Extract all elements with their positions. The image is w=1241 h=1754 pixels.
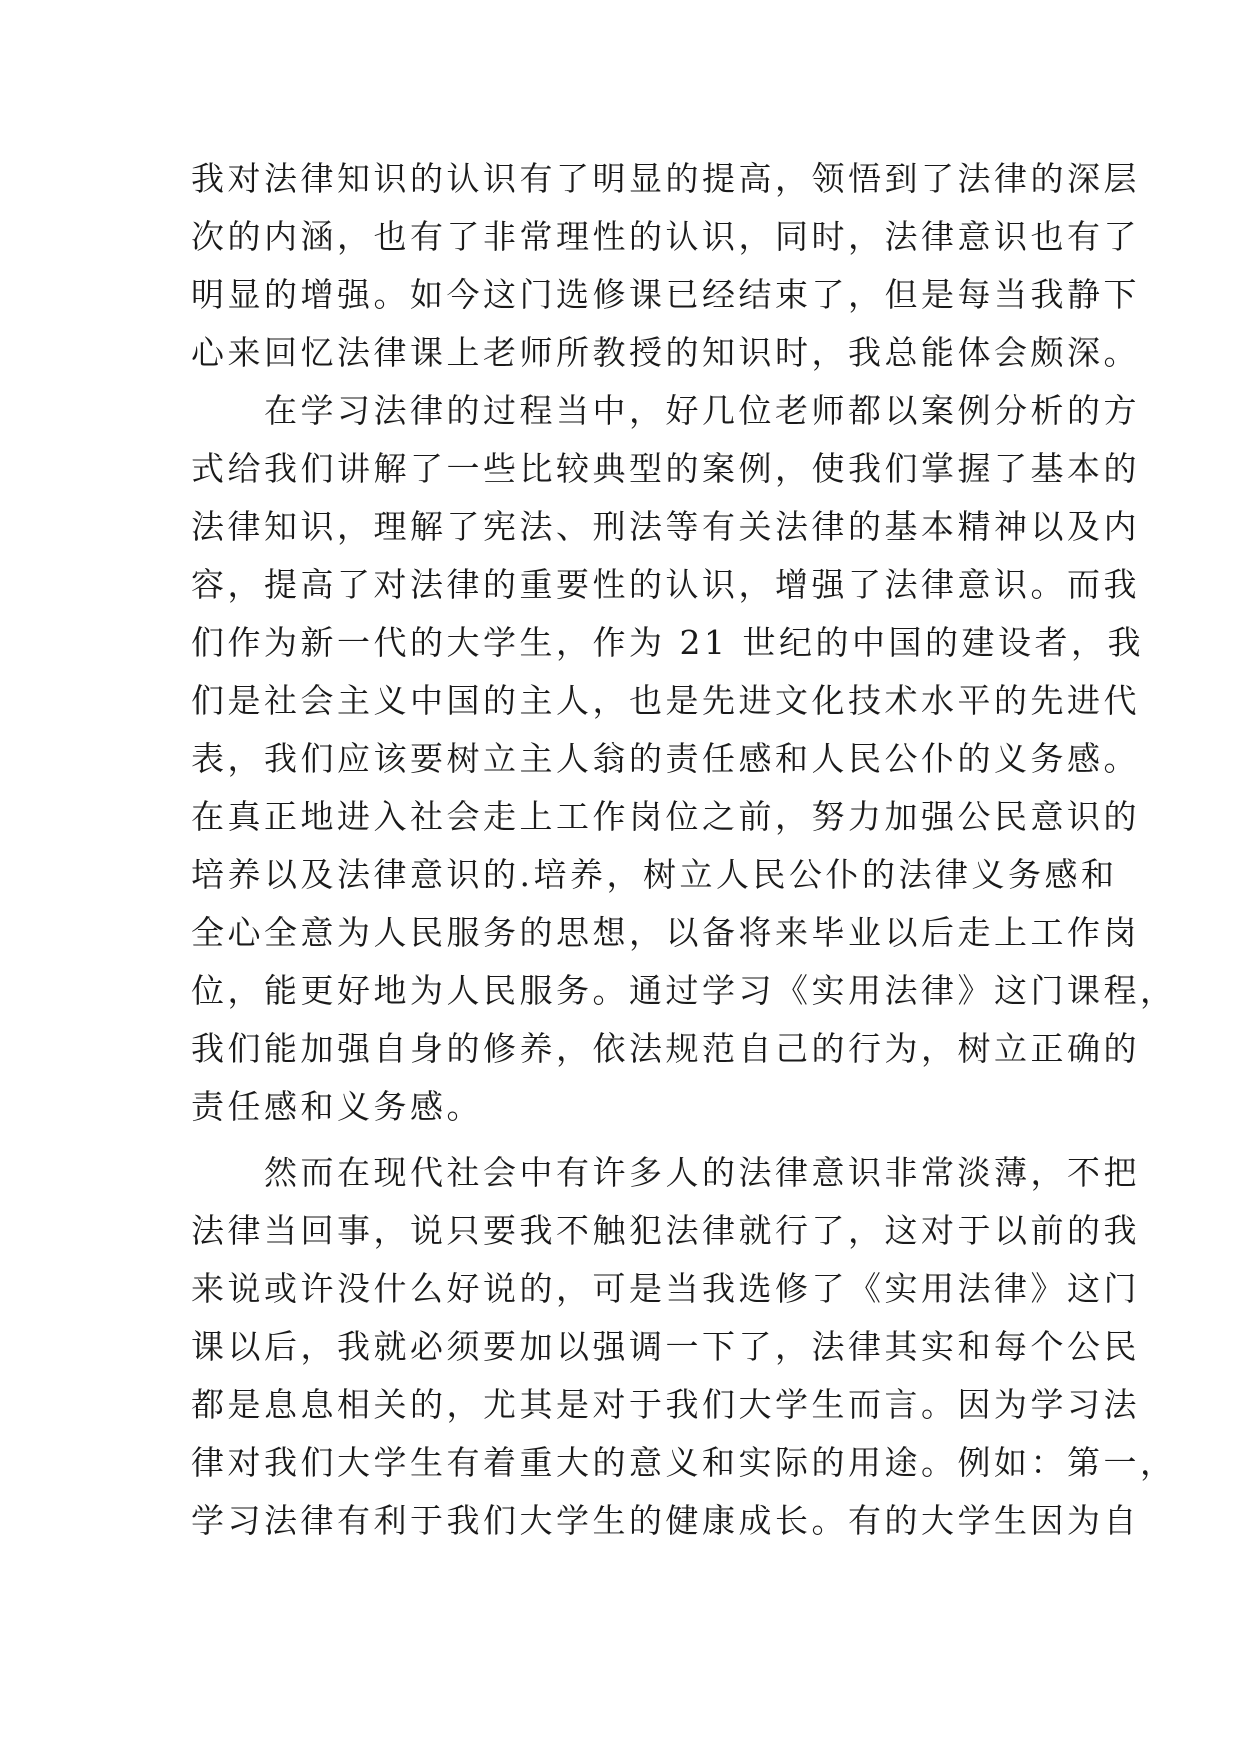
text-line: 我们能加强自身的修养，依法规范自己的行为，树立正确的 — [191, 1029, 1140, 1068]
text-line: 课以后，我就必须要加以强调一下了，法律其实和每个公民 — [191, 1327, 1140, 1366]
paragraph-3 — [191, 1144, 1177, 1550]
body-text — [191, 150, 1177, 1550]
text-line: 在学习法律的过程当中，好几位老师都以案例分析的方 — [191, 391, 1140, 430]
text-line: 责任感和义务感。 — [191, 1087, 483, 1126]
text-line: 都是息息相关的，尤其是对于我们大学生而言。因为学习法 — [191, 1385, 1140, 1424]
text-line: 表，我们应该要树立主人翁的责任感和人民公仆的义务感。 — [191, 739, 1140, 778]
text-line: 式给我们讲解了一些比较典型的案例，使我们掌握了基本的 — [191, 449, 1140, 488]
text-line: 律对我们大学生有着重大的意义和实际的用途。例如：第一， — [191, 1443, 1177, 1482]
text-line: 位，能更好地为人民服务。通过学习《实用法律》这门课程， — [191, 971, 1177, 1010]
text-line: 容，提高了对法律的重要性的认识，增强了法律意识。而我 — [191, 565, 1140, 604]
text-line: 法律当回事，说只要我不触犯法律就行了，这对于以前的我 — [191, 1211, 1140, 1250]
text-line: 明显的增强。如今这门选修课已经结束了，但是每当我静下 — [191, 275, 1140, 314]
text-line: 然而在现代社会中有许多人的法律意识非常淡薄，不把 — [191, 1153, 1140, 1192]
text-line: 我对法律知识的认识有了明显的提高，领悟到了法律的深层 — [191, 159, 1140, 198]
text-line: 心来回忆法律课上老师所教授的知识时，我总能体会颇深。 — [191, 333, 1140, 372]
paragraph-2 — [191, 382, 1177, 1136]
text-line: 在真正地进入社会走上工作岗位之前，努力加强公民意识的 — [191, 797, 1140, 836]
text-line: 们是社会主义中国的主人，也是先进文化技术水平的先进代 — [191, 681, 1140, 720]
text-line: 全心全意为人民服务的思想，以备将来毕业以后走上工作岗 — [191, 913, 1140, 952]
text-line: 来说或许没什么好说的，可是当我选修了《实用法律》这门 — [191, 1269, 1140, 1308]
text-line: 学习法律有利于我们大学生的健康成长。有的大学生因为自 — [191, 1501, 1140, 1540]
text-line: 培养以及法律意识的.培养，树立人民公仆的法律义务感和 — [191, 855, 1118, 894]
text-line: 们作为新一代的大学生，作为 21 世纪的中国的建设者，我 — [191, 623, 1144, 662]
text-line: 次的内涵，也有了非常理性的认识，同时，法律意识也有了 — [191, 217, 1140, 256]
paragraph-1 — [191, 150, 1140, 382]
paragraph-spacing — [191, 1136, 1071, 1144]
text-line: 法律知识，理解了宪法、刑法等有关法律的基本精神以及内 — [191, 507, 1140, 546]
